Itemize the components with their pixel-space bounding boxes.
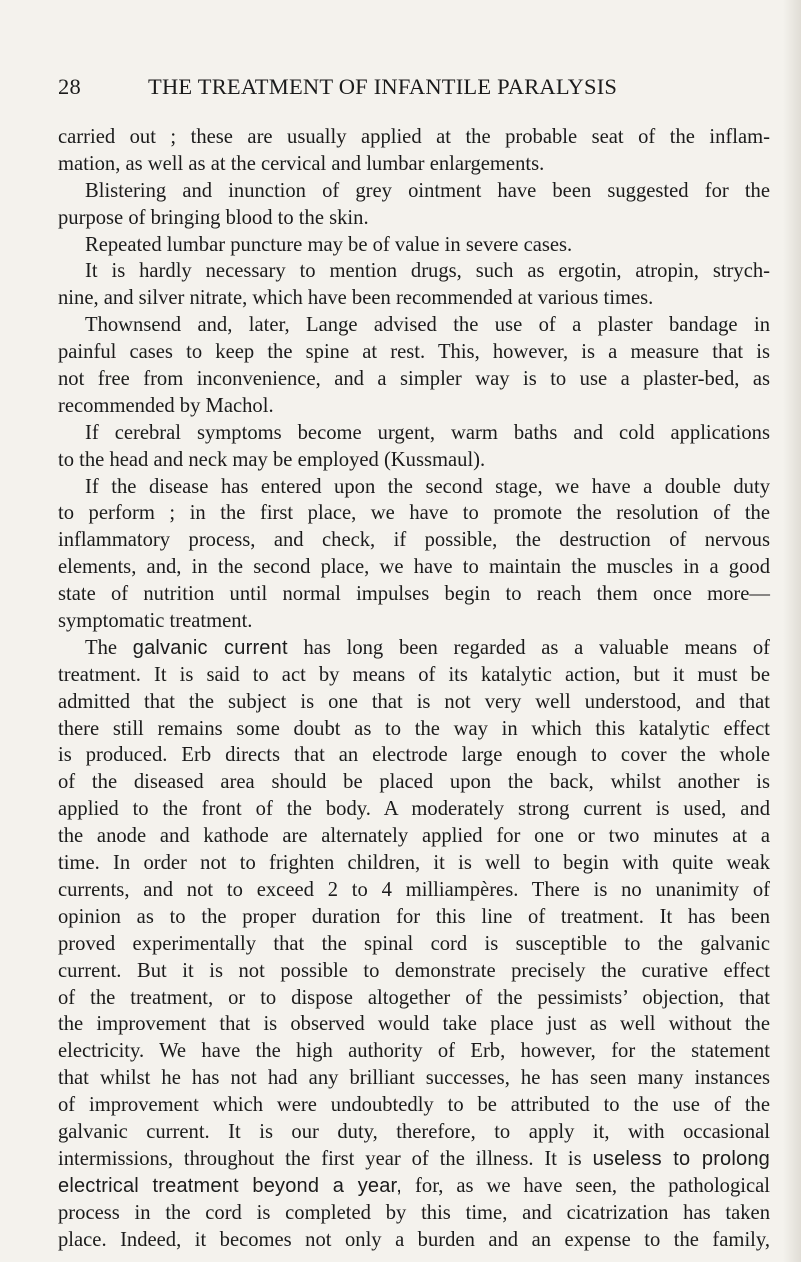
text-line: nine, and silver nitrate, which have been recommended at various times. bbox=[58, 287, 654, 310]
paragraph-start-line bbox=[58, 635, 770, 662]
page-edge-shadow bbox=[783, 0, 801, 1262]
text-line: the anode and kathode are alternately applied for one or two minutes at a bbox=[58, 825, 770, 848]
text-line: state of nutrition until normal impulses begin to reach them once more— bbox=[58, 583, 770, 606]
text-line: process in the cord is completed by this time, and cicatrization has taken bbox=[58, 1201, 770, 1224]
text-line: applied to the front of the body. A moderately strong current is used, and bbox=[58, 798, 770, 821]
text-line: opinion as to the proper duration for this line of treatment. It has been bbox=[58, 905, 770, 928]
text-line: symptomatic treatment. bbox=[58, 610, 253, 633]
text-line bbox=[58, 1173, 770, 1200]
text-segment: The bbox=[85, 636, 133, 659]
paragraph-start-line: It is hardly necessary to mention drugs, such as ergotin, atropin, strych- bbox=[85, 260, 770, 283]
text-line: place. Indeed, it becomes not only a burden and an expense to the family, bbox=[58, 1228, 770, 1251]
text-line: there still remains some doubt as to the way in which this katalytic effect bbox=[58, 717, 770, 740]
paragraph-start-line: Thownsend and, later, Lange advised the use of a plaster bandage in bbox=[85, 314, 770, 337]
text-line: treatment. It is said to act by means of its katalytic action, but it must be bbox=[58, 663, 770, 686]
emphasized-term: useless to prolong bbox=[592, 1147, 770, 1170]
text-line: to perform ; in the first place, we have to promote the resolution of the bbox=[58, 502, 770, 525]
text-segment: has long been regarded as a valuable means of bbox=[287, 636, 771, 659]
text-line: the improvement that is observed would take place just as well without the bbox=[58, 1013, 770, 1036]
running-title: THE TREATMENT OF INFANTILE PARALYSIS bbox=[148, 74, 618, 99]
text-line: admitted that the subject is one that is not very well understood, and that bbox=[58, 690, 770, 713]
emphasized-term: galvanic current bbox=[132, 636, 288, 659]
emphasized-term: electrical treatment beyond a year, bbox=[58, 1174, 403, 1197]
text-line: of improvement which were undoubtedly to be attributed to the use of the bbox=[58, 1094, 770, 1117]
text-line: elements, and, in the second place, we have to maintain the muscles in a good bbox=[58, 556, 770, 579]
paragraph-start-line: Repeated lumbar puncture may be of value in severe cases. bbox=[85, 233, 573, 256]
text-segment: for, as we have seen, the pathological bbox=[402, 1174, 770, 1197]
text-line: proved experimentally that the spinal cord is susceptible to the galvanic bbox=[58, 932, 770, 955]
page-header bbox=[58, 74, 768, 108]
text-line: carried out ; these are usually applied at the probable seat of the inflam- bbox=[58, 126, 770, 148]
text-line: inflammatory process, and check, if possible, the destruction of nervous bbox=[58, 529, 770, 552]
text-line bbox=[58, 1146, 770, 1173]
text-line: painful cases to keep the spine at rest. This, however, is a measure that is bbox=[58, 341, 770, 364]
text-line: purpose of bringing blood to the skin. bbox=[58, 206, 369, 229]
text-line: to the head and neck may be employed (Kussmaul). bbox=[58, 448, 486, 471]
paragraph-start-line: If cerebral symptoms become urgent, warm baths and cold applications bbox=[85, 421, 770, 444]
text-line: currents, and not to exceed 2 to 4 milliampères. There is no unanimity of bbox=[58, 878, 770, 901]
text-line: galvanic current. It is our duty, therefore, to apply it, with occasional bbox=[58, 1120, 770, 1143]
text-line: of the treatment, or to dispose altogether of the pessimists’ objection, that bbox=[58, 986, 770, 1009]
paragraph-start-line: If the disease has entered upon the second stage, we have a double duty bbox=[85, 475, 770, 498]
text-line: time. In order not to frighten children, it is well to begin with quite weak bbox=[58, 852, 770, 875]
text-line: not free from inconvenience, and a simpler way is to use a plaster-bed, as bbox=[58, 368, 770, 391]
text-segment: intermissions, throughout the first year of the illness. It is bbox=[58, 1147, 593, 1170]
paragraph-start-line: Blistering and inunction of grey ointment have been suggested for the bbox=[85, 179, 770, 202]
text-line: electricity. We have the high authority of Erb, however, for the statement bbox=[58, 1040, 770, 1063]
text-line: that whilst he has not had any brilliant successes, he has seen many instances bbox=[58, 1067, 770, 1090]
text-line: of the diseased area should be placed upon the back, whilst another is bbox=[58, 771, 770, 794]
page-number: 28 bbox=[58, 74, 81, 99]
text-line: is produced. Erb directs that an electrode large enough to cover the whole bbox=[58, 744, 770, 767]
text-line: recommended by Machol. bbox=[58, 394, 274, 417]
body-text bbox=[58, 124, 770, 1253]
text-line: mation, as well as at the cervical and lumbar enlargements. bbox=[58, 152, 545, 175]
text-line: current. But it is not possible to demonstrate precisely the curative effect bbox=[58, 959, 770, 982]
